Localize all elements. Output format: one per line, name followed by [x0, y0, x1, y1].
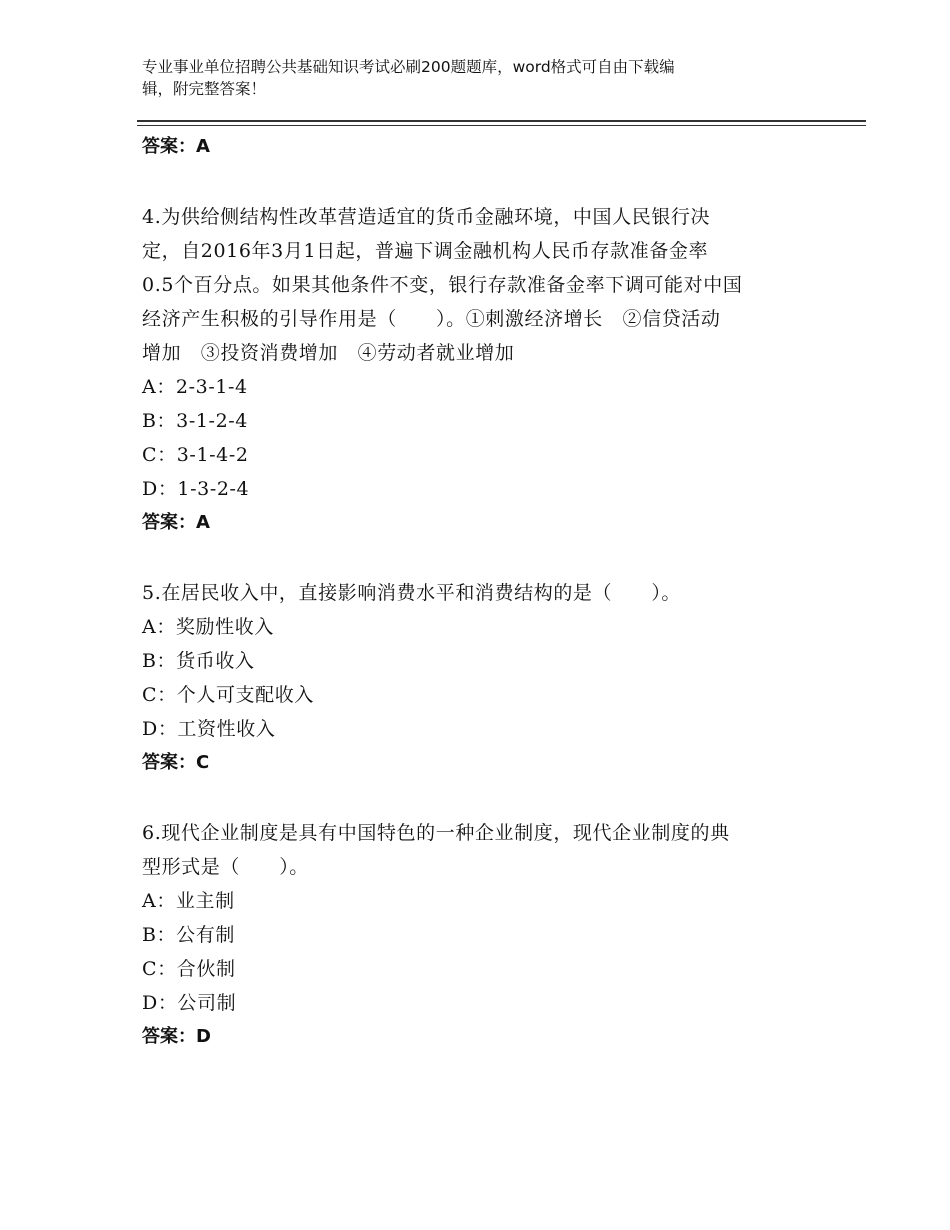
option-d: D：1-3-2-4	[142, 478, 250, 500]
answer-line: 答案：D	[142, 1026, 211, 1047]
question-line: 定，自2016年3月1日起，普遍下调金融机构人民币存款准备金率	[142, 240, 709, 262]
question-text	[142, 200, 822, 370]
option-b: B：3-1-2-4	[142, 410, 248, 432]
question-line: 经济产生积极的引导作用是（ ）。①刺激经济增长 ②信贷活动	[142, 308, 721, 330]
header-rule-thin	[137, 125, 866, 126]
question-line: 型形式是（ ）。	[142, 856, 309, 878]
header-line-1: 专业事业单位招聘公共基础知识考试必刷200题题库，word格式可自由下载编	[142, 58, 675, 76]
question-line: 6.现代企业制度是具有中国特色的一种企业制度，现代企业制度的典	[142, 822, 730, 844]
answer-line: 答案：C	[142, 752, 210, 773]
option-a: A：奖励性收入	[142, 616, 274, 638]
option-b: B：货币收入	[142, 650, 255, 672]
question-line: 5.在居民收入中，直接影响消费水平和消费结构的是（ ）。	[142, 582, 682, 604]
answer-line: 答案：A	[142, 136, 210, 157]
question-block	[142, 200, 822, 538]
question-text	[142, 816, 822, 884]
option-c: C：个人可支配收入	[142, 684, 314, 706]
question-line: 0.5个百分点。如果其他条件不变，银行存款准备金率下调可能对中国	[142, 274, 743, 296]
page-header	[142, 56, 782, 100]
header-line-2: 辑，附完整答案！	[142, 80, 267, 98]
option-b: B：公有制	[142, 924, 235, 946]
option-a: A：业主制	[142, 890, 235, 912]
question-block	[142, 816, 822, 1052]
option-d: D：公司制	[142, 992, 237, 1014]
question-text	[142, 576, 822, 610]
header-rule-thick	[137, 120, 866, 122]
answer-line: 答案：A	[142, 512, 210, 533]
option-c: C：合伙制	[142, 958, 236, 980]
question-list	[142, 130, 822, 1052]
question-line: 4.为供给侧结构性改革营造适宜的货币金融环境，中国人民银行决	[142, 206, 711, 228]
option-d: D：工资性收入	[142, 718, 276, 740]
option-c: C：3-1-4-2	[142, 444, 249, 466]
option-a: A：2-3-1-4	[142, 376, 248, 398]
question-block	[142, 576, 822, 778]
question-line: 增加 ③投资消费增加 ④劳动者就业增加	[142, 342, 515, 364]
